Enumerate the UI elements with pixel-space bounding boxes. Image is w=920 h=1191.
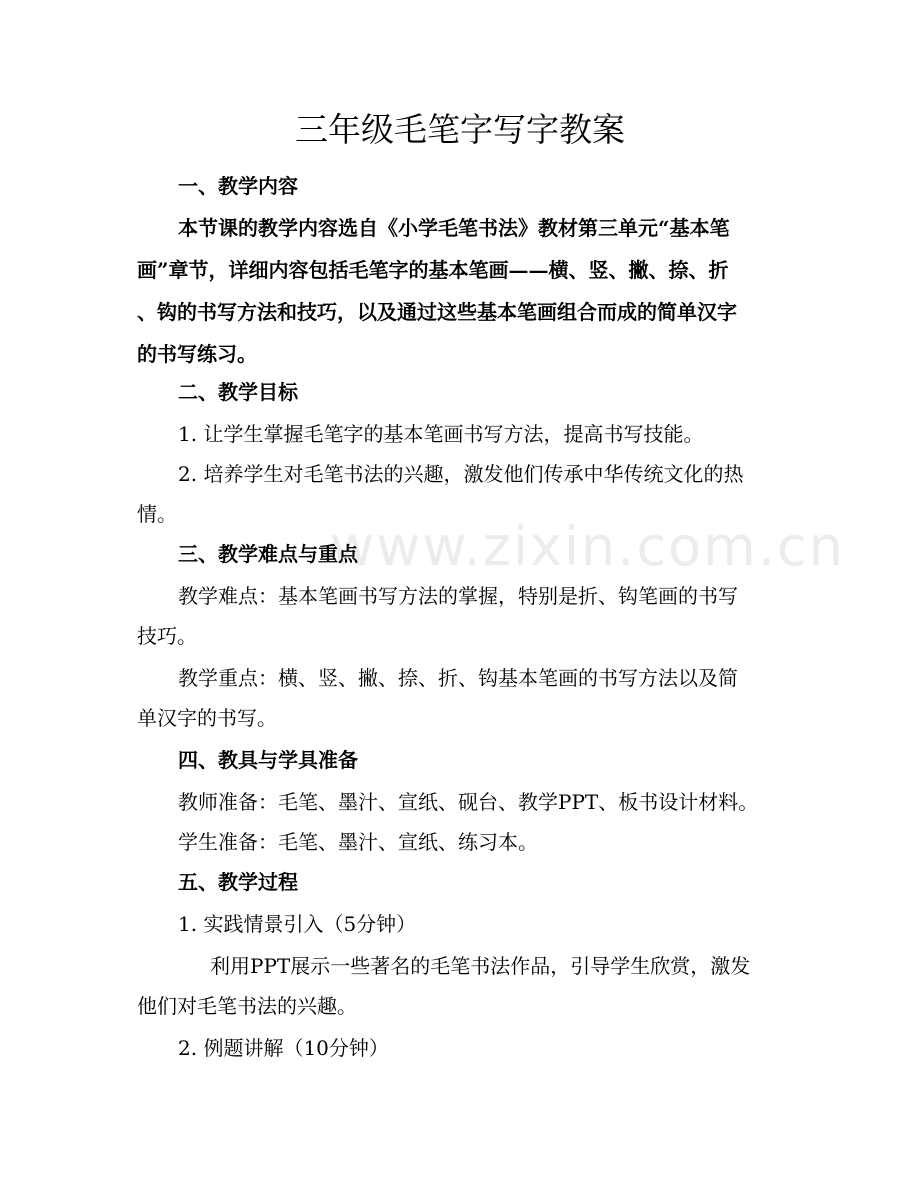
document-title: 三年级毛笔字写字教案 bbox=[295, 110, 625, 149]
teacher-materials: 教师准备：毛笔、墨汁、宣纸、砚台、教学PPT、板书设计材料。 bbox=[178, 790, 759, 814]
content-paragraph-line: 画”章节，详细内容包括毛笔字的基本笔画——横、竖、撇、捺、折 bbox=[137, 258, 729, 282]
process-step-1-title: 1. 实践情景引入（5分钟） bbox=[178, 912, 417, 936]
difficulty-line: 教学难点：基本笔画书写方法的掌握，特别是折、钩笔画的书写 bbox=[178, 584, 738, 608]
content-paragraph-line: 的书写练习。 bbox=[137, 342, 257, 366]
process-step-2-title: 2. 例题讲解（10分钟） bbox=[178, 1036, 389, 1060]
goal-item-1: 1. 让学生掌握毛笔字的基本笔画书写方法，提高书写技能。 bbox=[178, 422, 704, 446]
student-materials: 学生准备：毛笔、墨汁、宣纸、练习本。 bbox=[178, 830, 538, 854]
key-point-line: 教学重点：横、竖、撇、捺、折、钩基本笔画的书写方法以及简 bbox=[178, 666, 738, 690]
process-step-1-line: 利用PPT展示一些著名的毛笔书法作品，引导学生欣赏，激发 bbox=[210, 954, 751, 978]
content-paragraph-line: 本节课的教学内容选自《小学毛笔书法》教材第三单元“基本笔 bbox=[178, 216, 730, 240]
content-paragraph-line: 、钩的书写方法和技巧，以及通过这些基本笔画组合而成的简单汉字 bbox=[137, 300, 737, 324]
section-heading-goals: 二、教学目标 bbox=[178, 380, 298, 404]
goal-item-2-line: 情。 bbox=[137, 502, 177, 526]
goal-item-2-line: 2. 培养学生对毛笔书法的兴趣，激发他们传承中华传统文化的热 bbox=[178, 462, 744, 486]
section-heading-content: 一、教学内容 bbox=[178, 174, 298, 198]
section-heading-difficulties: 三、教学难点与重点 bbox=[178, 542, 358, 566]
process-step-1-line: 他们对毛笔书法的兴趣。 bbox=[137, 994, 357, 1018]
watermark: www.zixin.com.cn bbox=[330, 515, 845, 578]
key-point-line: 单汉字的书写。 bbox=[137, 706, 277, 730]
difficulty-line: 技巧。 bbox=[137, 624, 197, 648]
section-heading-materials: 四、教具与学具准备 bbox=[178, 748, 358, 772]
section-heading-process: 五、教学过程 bbox=[178, 870, 298, 894]
